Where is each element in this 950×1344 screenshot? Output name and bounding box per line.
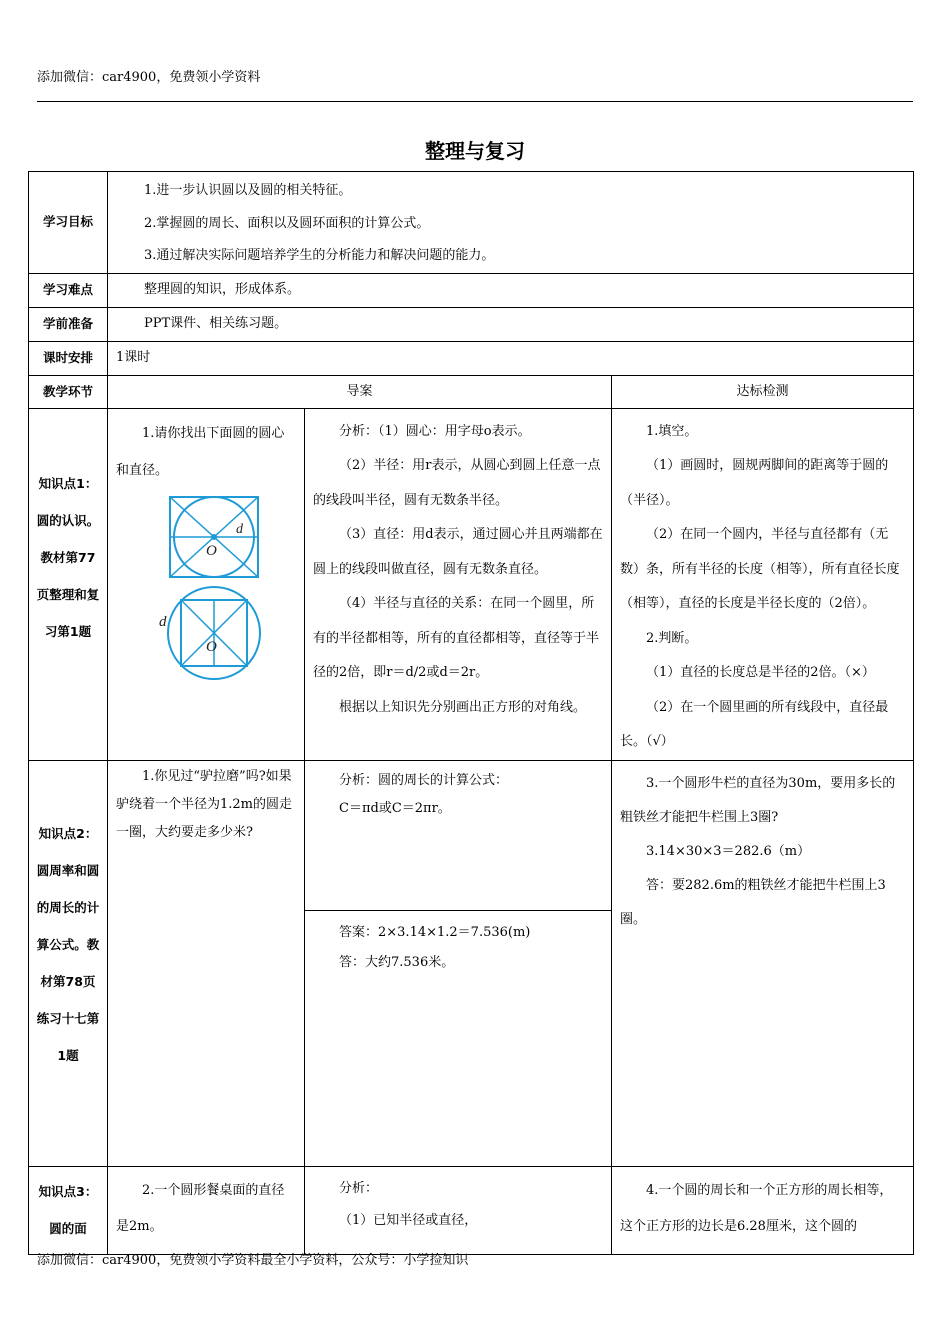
k3-label: 知识点3：圆的面 — [29, 1166, 108, 1254]
page-header: 添加微信：car4900，免费领小学资料 — [37, 70, 261, 85]
lesson-table — [28, 171, 914, 1255]
head-check: 达标检测 — [612, 375, 914, 408]
table-row-prep — [29, 307, 914, 341]
goal-item: 2.掌握圆的周长、面积以及圆环面积的计算公式。 — [144, 215, 430, 231]
difficulty-label: 学习难点 — [29, 273, 108, 307]
page-footer: 添加微信：car4900，免费领小学资料最全小学资料，公众号：小学捡知识 — [37, 1253, 469, 1268]
prep-cell — [108, 307, 914, 341]
k2-check-line: 3.14×30×3＝282.6（m） — [646, 843, 811, 859]
table-row-k2 — [29, 760, 914, 1166]
fig1-d-label: d — [236, 521, 243, 537]
k1-check-line: （2）在一个圆里画的所有线段中，直径最长。（√） — [620, 699, 889, 749]
k2-answer-line: 答：大约7.536米。 — [339, 954, 455, 970]
goal-item: 1.进一步认识圆以及圆的相关特征。 — [144, 183, 352, 198]
k1-check-cell — [612, 408, 914, 760]
fig2-o-label: O — [206, 638, 217, 655]
k3-question: 2.一个圆形餐桌面的直径是2m。 — [116, 1182, 285, 1234]
table-row-schedule — [29, 341, 914, 375]
circle-figure — [156, 493, 286, 683]
head-guide: 导案 — [108, 375, 612, 408]
k3-check-cell — [612, 1166, 914, 1254]
table-row-k3 — [29, 1166, 914, 1254]
fig1-o-label: O — [206, 542, 217, 559]
k2-question: 1.你见过“驴拉磨”吗?如果驴绕着一个半径为1.2m的圆走一圈，大约要走多少米? — [116, 768, 293, 840]
goals-label: 学习目标 — [29, 172, 108, 274]
k1-question-cell — [108, 408, 305, 760]
schedule-text: 1课时 — [108, 341, 914, 375]
k3-analysis-line: 分析： — [339, 1180, 379, 1196]
k2-analysis-cell — [305, 760, 612, 1166]
prep-label: 学前准备 — [29, 307, 108, 341]
k1-analysis-line: 分析：（1）圆心：用字母o表示。 — [339, 423, 531, 439]
difficulty-cell — [108, 273, 914, 307]
fig2-d-label: d — [159, 613, 167, 630]
k3-check-line: 4.一个圆的周长和一个正方形的周长相等，这个正方形的边长是6.28厘米，这个圆的 — [620, 1182, 893, 1234]
fig1-center-dot — [211, 534, 217, 540]
prep-text: PPT课件、相关练习题。 — [144, 316, 288, 331]
goal-item: 3.通过解决实际问题培养学生的分析能力和解决问题的能力。 — [144, 248, 495, 263]
k1-analysis-line: （3）直径：用d表示，通过圆心并且两端都在圆上的线段叫做直径，圆有无数条直径。 — [313, 527, 603, 577]
k3-question-cell — [108, 1166, 305, 1254]
k2-answer-block — [305, 911, 611, 979]
page-title: 整理与复习 — [425, 139, 525, 163]
difficulty-text: 整理圆的知识，形成体系。 — [144, 282, 301, 297]
table-row-difficulty — [29, 273, 914, 307]
table-row-goals — [29, 172, 914, 274]
k1-check-line: 2.判断。 — [646, 630, 698, 646]
k2-analysis-top — [305, 761, 611, 911]
k1-question: 1.请你找出下面圆的圆心和直径。 — [116, 425, 285, 478]
k3-analysis-cell — [305, 1166, 612, 1254]
table-row-head — [29, 375, 914, 408]
table-row-k1 — [29, 408, 914, 760]
k1-analysis-cell — [305, 408, 612, 760]
k2-question-cell — [108, 760, 305, 1166]
k2-check-line: 3.一个圆形牛栏的直径为30m，要用多长的粗铁丝才能把牛栏围上3圈? — [620, 775, 896, 825]
k1-check-line: （1）直径的长度总是半径的2倍。（×） — [646, 665, 875, 680]
figure-square-in-circle — [170, 497, 258, 577]
k1-check-line: （2）在同一个圆内，半径与直径都有（无数）条，所有半径的长度（相等），所有直径长度（相等），直径的长度是半径长度的（2倍）。 — [620, 527, 900, 611]
k2-check-line: 答：要282.6m的粗铁丝才能把牛栏围上3圈。 — [620, 877, 886, 927]
k1-check-line: 1.填空。 — [646, 423, 698, 439]
k1-analysis-line: （2）半径：用r表示，从圆心到圆上任意一点的线段叫半径，圆有无数条半径。 — [313, 458, 601, 508]
figure-square-in-circle-2 — [159, 587, 260, 679]
k1-check-line: （1）画圆时，圆规两脚间的距离等于圆的（半径）。 — [620, 458, 889, 508]
header-divider — [37, 101, 913, 102]
k1-analysis-line: （4）半径与直径的关系：在同一个圆里，所有的半径都相等，所有的直径都相等，直径等于半径的2倍，即r＝d/2或d＝2r。 — [313, 596, 600, 680]
k1-analysis-line: 根据以上知识先分别画出正方形的对角线。 — [339, 699, 587, 715]
k2-analysis-line: 分析：圆的周长的计算公式： — [339, 772, 509, 788]
head-label: 教学环节 — [29, 375, 108, 408]
k2-label: 知识点2：圆周率和圆的周长的计算公式。教材第78页练习十七第1题 — [29, 760, 108, 1166]
k3-analysis-line: （1）已知半径或直径， — [339, 1213, 478, 1228]
k2-check-cell — [612, 760, 914, 1166]
k2-analysis-line: C＝πd或C＝2πr。 — [339, 800, 451, 816]
k2-answer-line: 答案：2×3.14×1.2＝7.536(m) — [339, 924, 531, 940]
goals-cell — [108, 172, 914, 274]
k1-label: 知识点1：圆的认识。教材第77页整理和复习第1题 — [29, 408, 108, 760]
schedule-label: 课时安排 — [29, 341, 108, 375]
